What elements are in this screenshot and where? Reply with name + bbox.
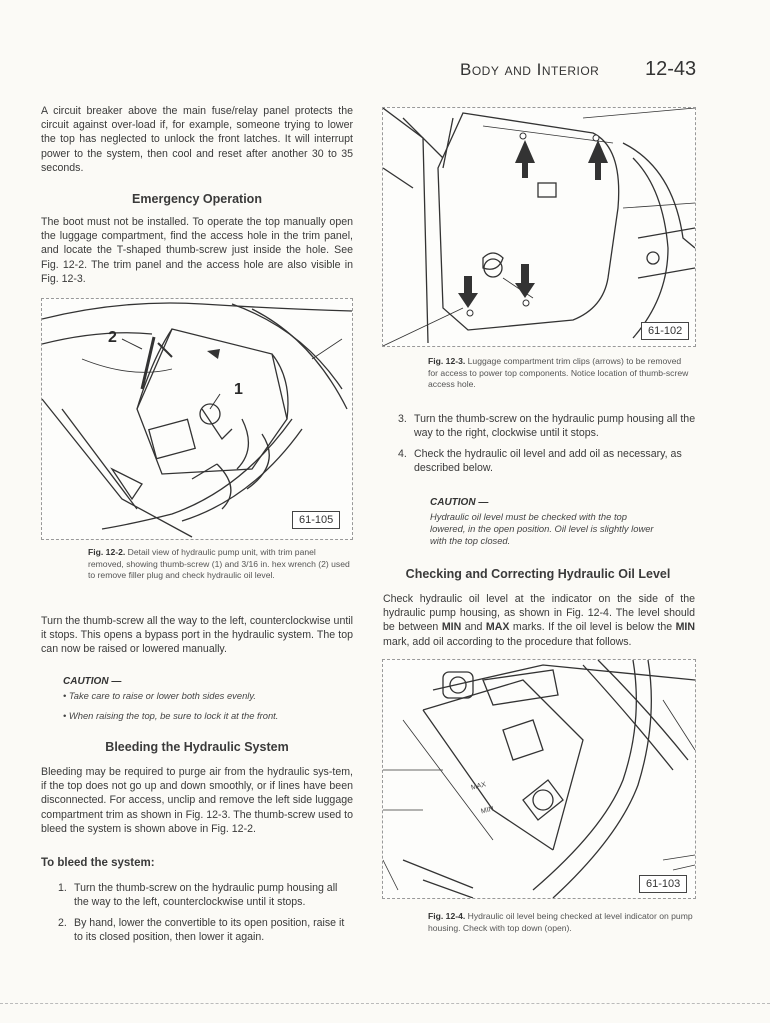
caption-text: Luggage compartment trim clips (arrows) to be removed for access to power top components. Notice location of thumb-screw access hole. [428,356,689,389]
figure-12-2-caption [88,547,350,582]
step-text: Check the hydraulic oil level and add oil as necessary, as described below. [414,448,682,475]
step-2 [58,916,354,946]
emergency-operation-paragraph: The boot must not be installed. To operate the top manually open the luggage compartment, find the access hole in the trim panel, and locate the T-shaped thumb-screw just inside the hole. See Fig. 12-2. The trim panel and the access hole are also visible in Fig. 12-3. [41,216,353,285]
intro-paragraph: A circuit breaker above the main fuse/relay panel protects the circuit against over-load if, for example, someone trying to lower the top has neglected to unlock the front latches. It will interrupt power to the system, then cool and reset after another 30 to 35 seconds. [41,105,353,174]
caution-item-text: Take care to raise or lower both sides evenly. [68,690,256,701]
checking-paragraph [383,592,695,649]
step-number: 1. [58,882,67,894]
figure-id-label: 61-102 [641,322,689,340]
turn-thumbscrew-paragraph: Turn the thumb-screw all the way to the left, counterclockwise until it stops. This opens a bypass port in the hydraulic system. The top can now be raised or lowered manually. [41,615,353,656]
text-run: marks. If the oil level is below the [509,621,676,634]
caution-item [63,710,343,722]
max-mark-label: MAX [470,781,487,792]
bleeding-heading: Bleeding the Hydraulic System [105,740,289,754]
figure-id-label: 61-105 [292,511,340,529]
to-bleed-heading: To bleed the system: [41,857,155,869]
text-run: Check hydraulic oil level at the indicator on the side of the hydraulic pump housing, as shown in Fig. 12-4. The level should be between [383,593,695,634]
emergency-operation-heading: Emergency Operation [132,192,262,206]
figure-id-label: 61-103 [639,875,687,893]
pump-unit-illustration [42,299,352,539]
caution-item-text: When raising the top, be sure to lock it at the front. [68,710,279,721]
callout-2: 2 [108,329,117,346]
luggage-compartment-illustration [383,108,695,346]
figure-12-3 [382,107,696,347]
bullet: • [63,690,69,701]
caution-title: CAUTION — [430,497,489,508]
page-number: 12-43 [645,58,697,80]
figure-12-2 [41,298,353,540]
min-mark-label: MIN [480,805,495,816]
step-number: 3. [398,413,407,425]
step-1 [58,881,354,911]
step-text: Turn the thumb-screw on the hydraulic pump housing all the way to the left, counterclockwise until it stops. [74,882,338,909]
caption-text: Hydraulic oil level being checked at level indicator on pump housing. Check with top down (open). [428,911,693,933]
figure-12-3-caption [428,356,693,391]
caution-text: Hydraulic oil level must be checked with the top lowered, in the open position. Oil level is slightly lower with the top closed. [430,511,654,546]
step-number: 2. [58,917,67,929]
step-text: By hand, lower the convertible to its open position, raise it to its closed position, then lower it again. [74,917,345,944]
step-4 [398,447,696,477]
min-mark-text: MIN [441,621,462,634]
caution-item [63,690,343,702]
callout-1: 1 [234,381,243,398]
bleeding-paragraph: Bleeding may be required to purge air from the hydraulic sys-tem, if the top does not go up and down smoothly, or if lines have been disconnected. For access, unclip and remove the left side luggage compartment trim as shown in Fig. 12-3. The thumb-screw used to bleed the system is shown above in Fig. 12-2. [41,766,353,835]
caution-title: CAUTION — [63,676,122,687]
running-header-title: Body and Interior [460,60,600,79]
text-run: mark, add oil according to the procedure that follows. [383,635,632,648]
min-mark-text: MIN [675,621,696,634]
step-number: 4. [398,448,407,460]
caption-label: Fig. 12-3. [428,356,466,366]
page-bottom-edge [0,1003,770,1004]
step-text: Turn the thumb-screw on the hydraulic pump housing all the way to the right, clockwise until it stops. [414,413,696,440]
figure-12-4-caption [428,911,693,934]
step-3 [398,412,696,442]
max-mark-text: MAX [485,621,510,634]
figure-12-4 [382,659,696,899]
caption-label: Fig. 12-2. [88,547,126,557]
checking-heading: Checking and Correcting Hydraulic Oil Level [405,567,671,581]
text-run: and [461,621,486,634]
caption-label: Fig. 12-4. [428,911,466,921]
caption-text: Detail view of hydraulic pump unit, with trim panel removed, showing thumb-screw (1) and 3/16 in. hex wrench (2) used to remove filler plug and check hydraulic oil level. [88,547,350,580]
bullet: • [63,710,69,721]
oil-level-indicator-illustration [383,660,695,898]
